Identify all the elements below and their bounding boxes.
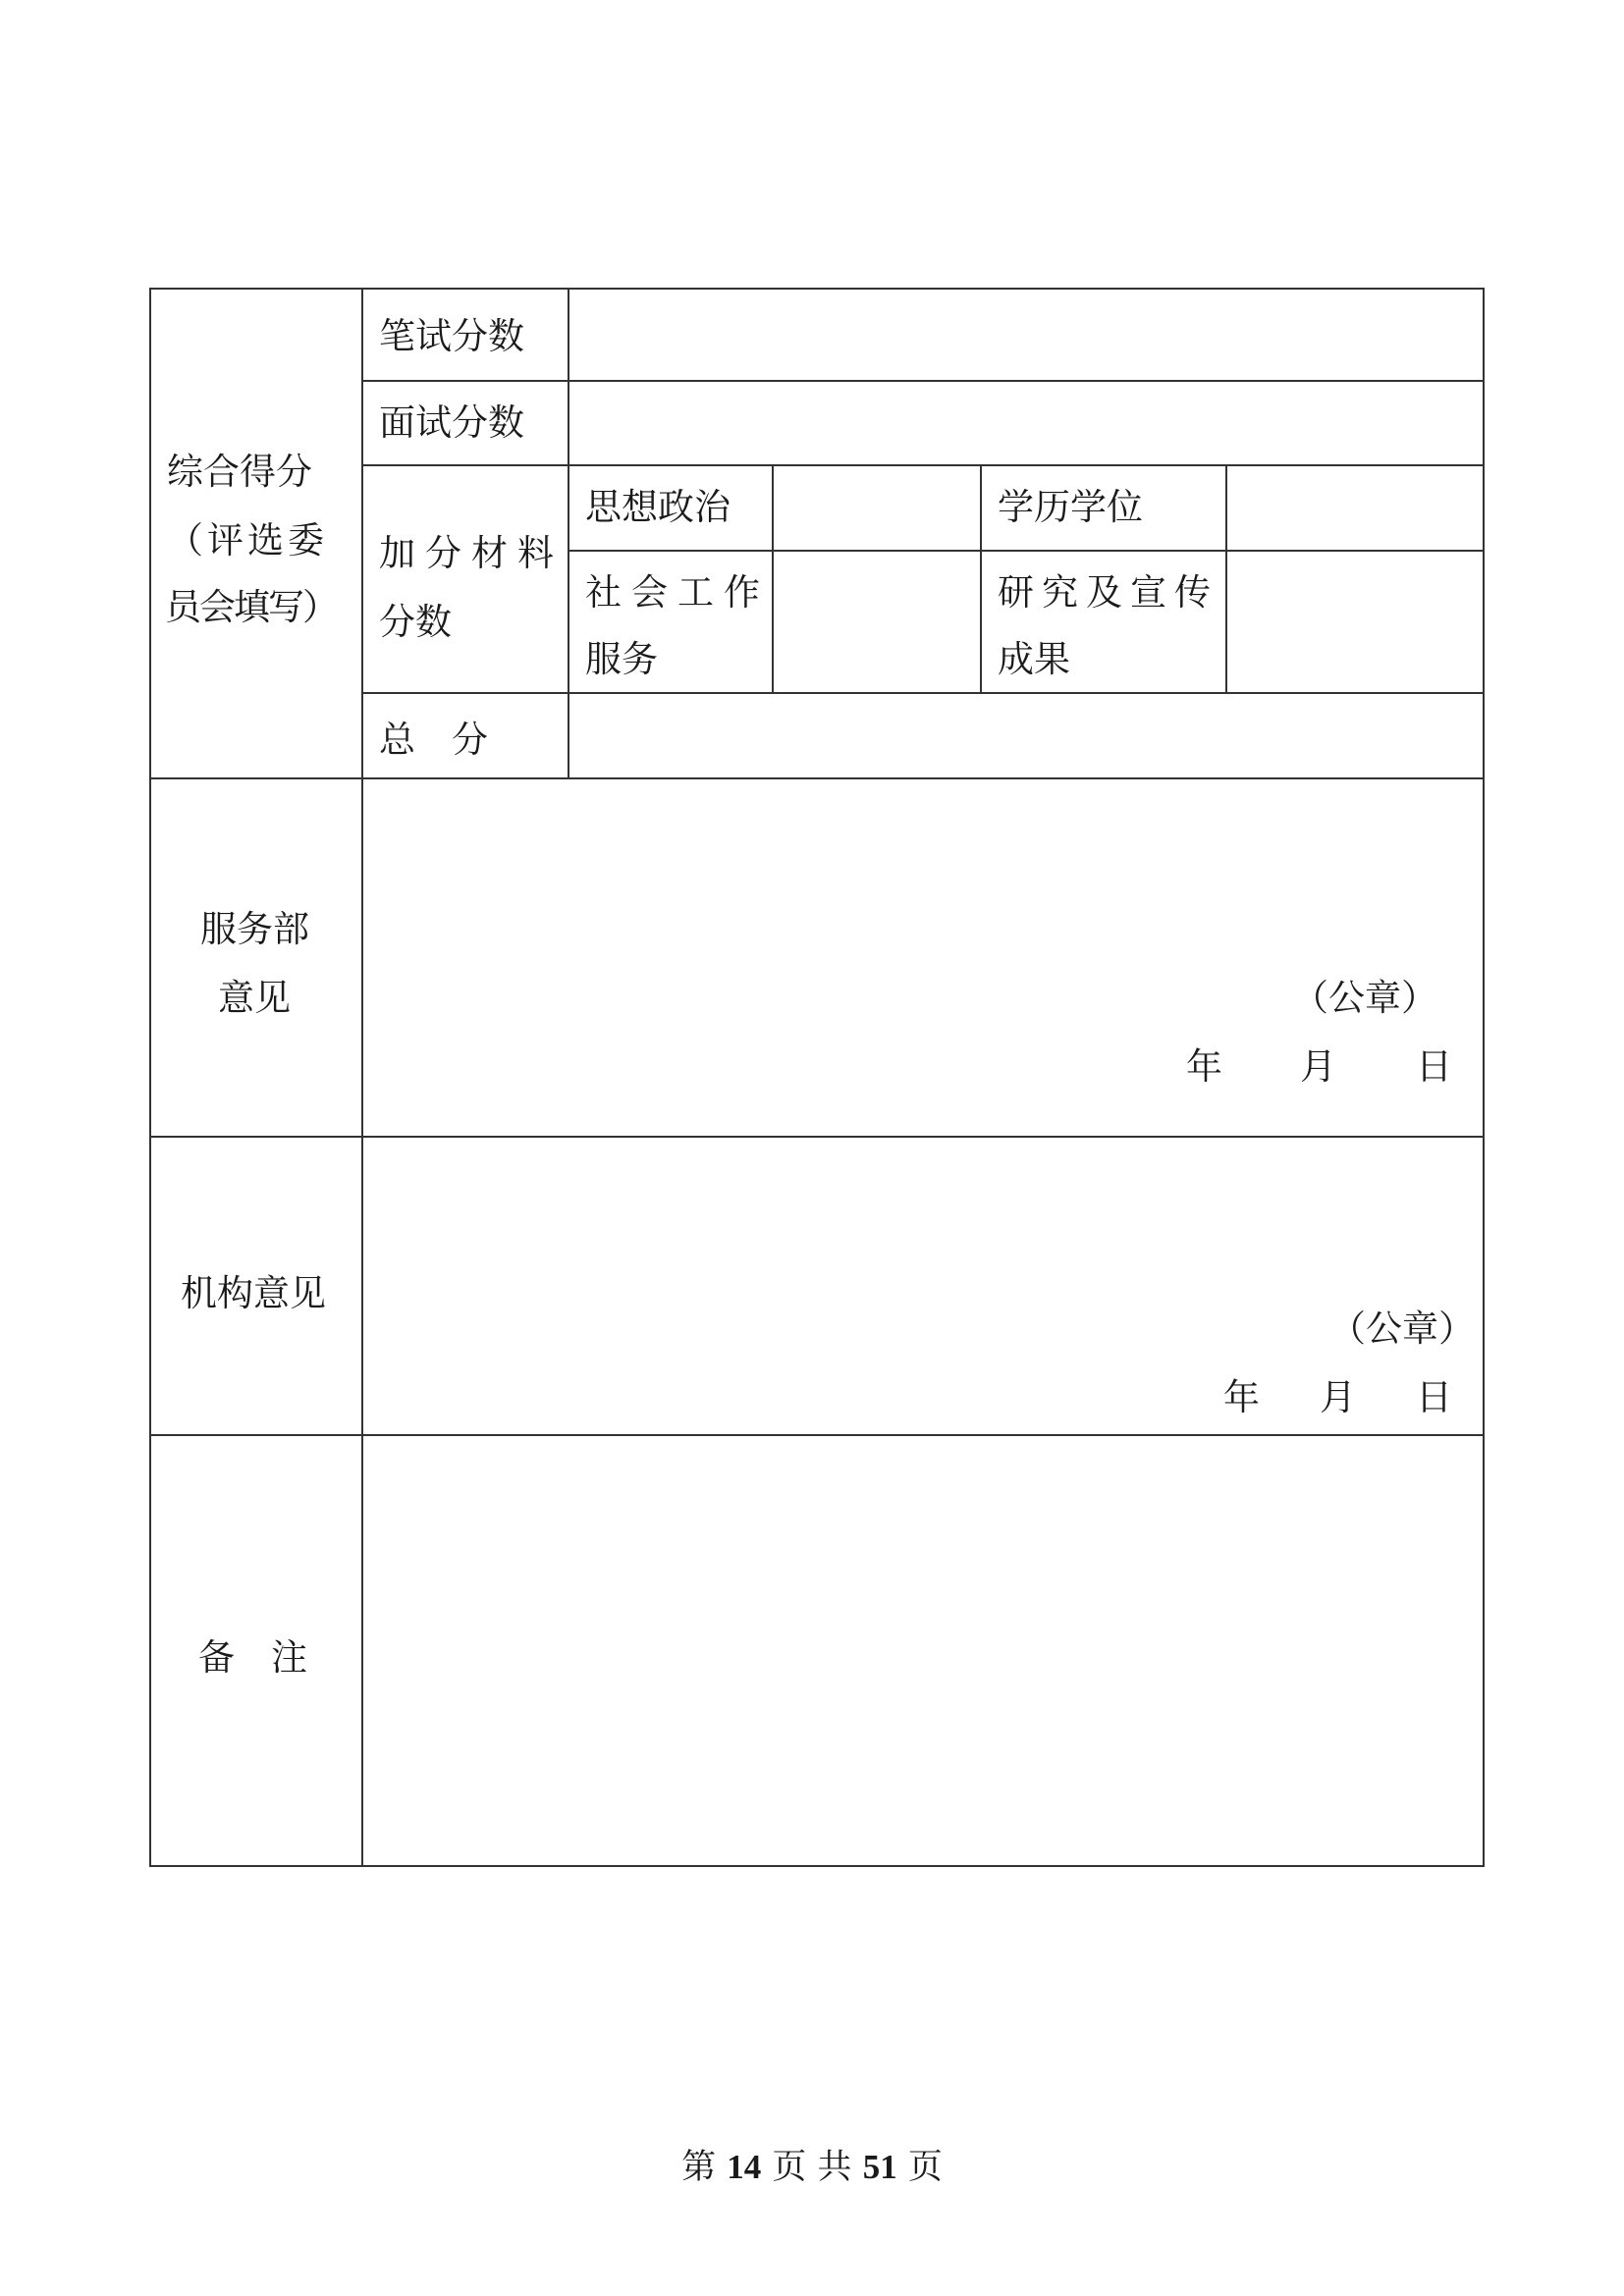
institution-date-day: 日 xyxy=(1416,1376,1452,1418)
row-divider xyxy=(363,464,1483,466)
row-divider xyxy=(569,550,1483,552)
remarks-field[interactable] xyxy=(369,1440,1479,1860)
composite-score-label-line2: （评选委 xyxy=(167,519,328,561)
research-label-line2: 成果 xyxy=(998,638,1070,680)
page-footer xyxy=(0,2143,1624,2192)
research-field[interactable] xyxy=(1231,555,1477,686)
service-dept-label-line2: 意见 xyxy=(218,977,291,1019)
institution-opinion-field[interactable] xyxy=(369,1142,1479,1428)
education-label: 学历学位 xyxy=(998,486,1143,528)
written-score-label: 笔试分数 xyxy=(379,315,524,357)
footer-suffix: 页 xyxy=(907,2148,943,2187)
evaluation-form-table xyxy=(149,288,1485,1867)
column-divider xyxy=(1225,464,1227,692)
ideology-label: 思想政治 xyxy=(585,486,731,528)
social-work-label-line2: 服务 xyxy=(585,638,658,680)
institution-date-year: 年 xyxy=(1223,1376,1260,1418)
service-dept-seal: （公章） xyxy=(1292,977,1437,1019)
ideology-field[interactable] xyxy=(778,470,974,545)
social-work-label-line1: 社会工作 xyxy=(585,571,770,614)
total-score-field[interactable] xyxy=(573,698,1477,773)
total-page-number: 51 xyxy=(862,2148,897,2186)
footer-middle: 页 共 xyxy=(772,2148,852,2187)
composite-score-label-line1: 综合得分 xyxy=(167,451,312,493)
interview-score-field[interactable] xyxy=(573,386,1477,460)
institution-date-month: 月 xyxy=(1320,1376,1356,1418)
interview-score-label: 面试分数 xyxy=(379,401,524,444)
row-divider xyxy=(363,380,1483,382)
institution-opinion-label: 机构意见 xyxy=(181,1272,326,1314)
composite-score-label-line3: 员会填写） xyxy=(165,586,337,628)
service-dept-date-day: 日 xyxy=(1416,1045,1452,1088)
written-score-field[interactable] xyxy=(573,295,1477,374)
institution-seal: （公章） xyxy=(1329,1308,1475,1350)
education-field[interactable] xyxy=(1231,470,1477,545)
service-dept-label-line1: 服务部 xyxy=(200,908,309,950)
column-divider xyxy=(361,290,363,1865)
section-divider xyxy=(151,1136,1483,1138)
footer-prefix: 第 xyxy=(681,2148,717,2187)
bonus-score-label-line1: 加分材料 xyxy=(379,532,564,574)
column-divider xyxy=(980,464,982,692)
column-divider xyxy=(772,464,774,692)
column-divider xyxy=(568,290,569,777)
research-label-line1: 研究及宣传 xyxy=(998,571,1218,614)
social-work-field[interactable] xyxy=(778,555,974,686)
bonus-score-label-line2: 分数 xyxy=(379,601,452,643)
row-divider xyxy=(363,692,1483,694)
remarks-label: 备 注 xyxy=(198,1636,307,1679)
section-divider xyxy=(151,777,1483,779)
current-page-number: 14 xyxy=(727,2148,762,2186)
total-score-label: 总 分 xyxy=(379,719,488,761)
service-dept-date-year: 年 xyxy=(1186,1045,1222,1088)
section-divider xyxy=(151,1434,1483,1436)
service-dept-date-month: 月 xyxy=(1300,1045,1336,1088)
